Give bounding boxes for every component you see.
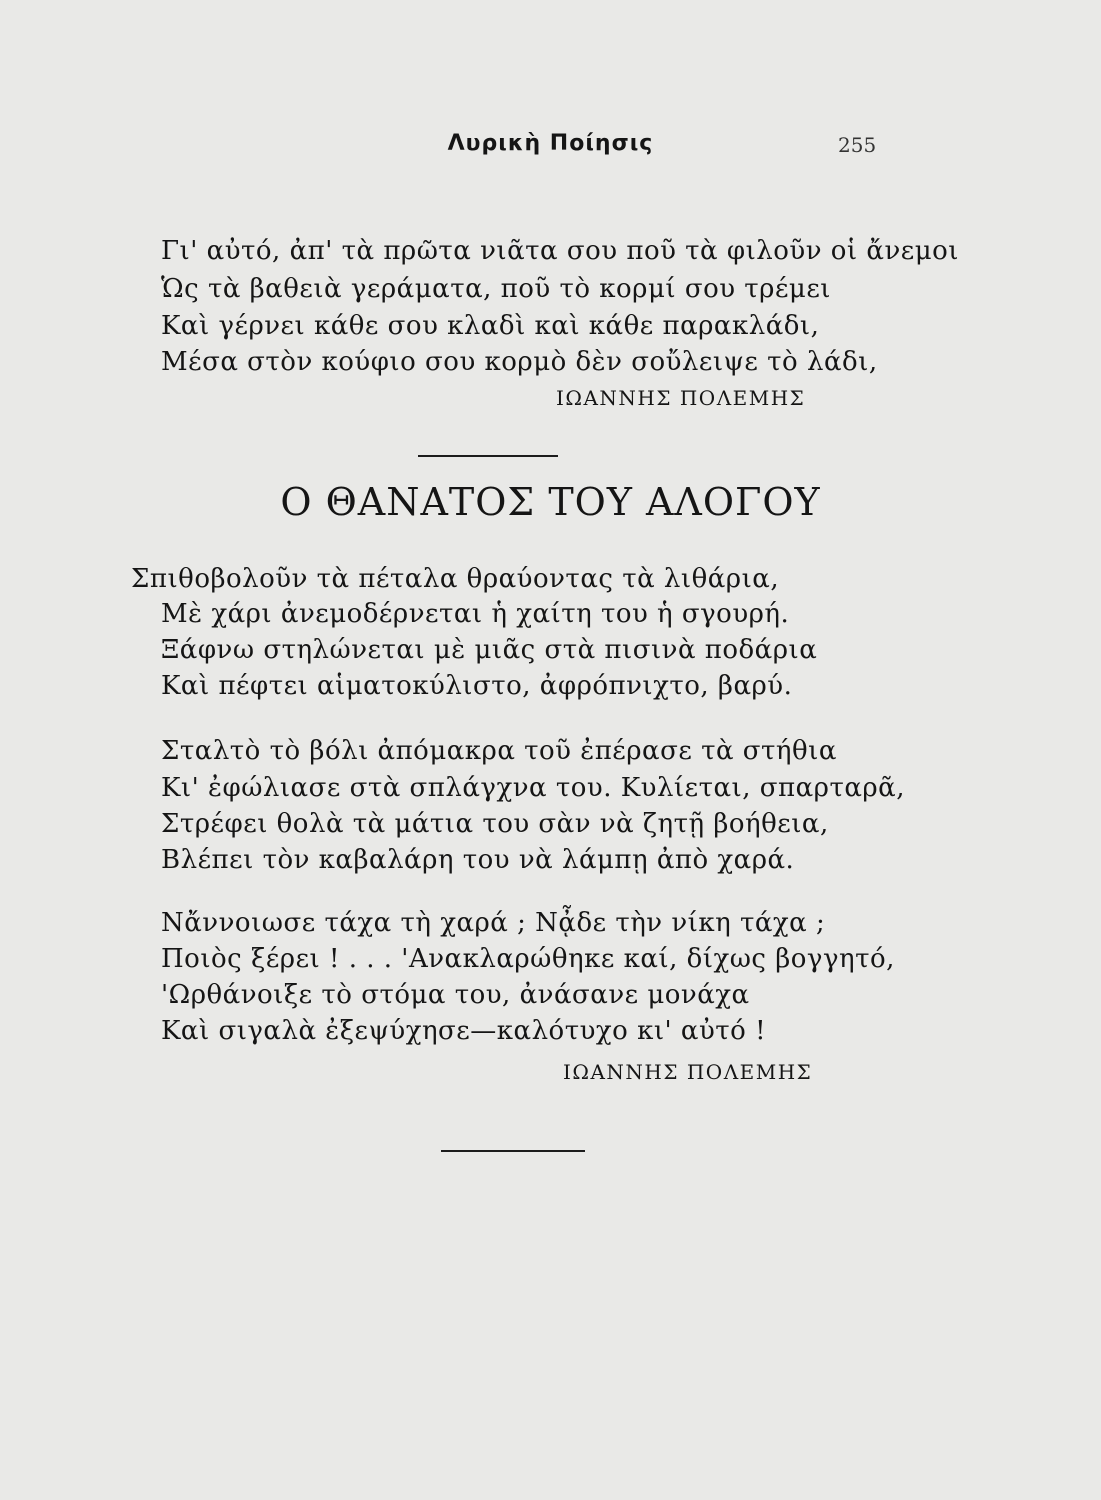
- poem2-s3-line-1: Νἄννοιωσε τάχα τὴ χαρά ; Νᾆδε τὴν νίκη τάχα ;: [161, 908, 826, 938]
- poem1-author: ΙΩΑΝΝΗΣ ΠΟΛΕΜΗΣ: [556, 386, 806, 410]
- poem2-s2-line-1: Σταλτὸ τὸ βόλι ἀπόμακρα τοῦ ἐπέρασε τὰ στήθια: [161, 736, 837, 766]
- poem2-author: ΙΩΑΝΝΗΣ ΠΟΛΕΜΗΣ: [563, 1060, 813, 1084]
- page-number: 255: [838, 133, 877, 157]
- section-divider: [418, 455, 558, 457]
- poem1-line-3: Καὶ γέρνει κάθε σου κλαδὶ καὶ κάθε παρακλάδι,: [161, 311, 820, 341]
- poem2-s2-line-4: Βλέπει τὸν καβαλάρη του νὰ λάμπῃ ἀπὸ χαρά.: [161, 845, 795, 875]
- running-title: Λυρικὴ Ποίησις: [447, 131, 654, 156]
- poem1-line-2: Ὡς τὰ βαθειὰ γεράματα, ποῦ τὸ κορμί σου τρέμει: [161, 274, 831, 304]
- poem2-s1-line-1: Σπιθοβολοῦν τὰ πέταλα θραύοντας τὰ λιθάρια,: [131, 564, 780, 594]
- closing-divider: [441, 1150, 585, 1152]
- poem2-s3-line-4: Καὶ σιγαλὰ ἐξεψύχησε—καλότυχο κι' αὐτό !: [161, 1016, 767, 1046]
- poem1-line-1: Γι' αὐτό, ἀπ' τὰ πρῶτα νιᾶτα σου ποῦ τὰ φιλοῦν οἱ ἄνεμοι: [161, 236, 959, 266]
- poem2-s2-line-3: Στρέφει θολὰ τὰ μάτια του σὰν νὰ ζητῇ βοήθεια,: [161, 809, 829, 839]
- poem2-s3-line-3: 'Ωρθάνοιξε τὸ στόμα του, ἀνάσανε μονάχα: [161, 980, 750, 1010]
- poem2-s1-line-2: Μὲ χάρι ἀνεμοδέρνεται ἡ χαίτη του ἡ σγουρή.: [161, 599, 790, 629]
- poem2-s3-line-2: Ποιὸς ξέρει ! . . . 'Ανακλαρώθηκε καί, δίχως βογγητό,: [161, 944, 895, 974]
- poem2-s1-line-4: Καὶ πέφτει αἱματοκύλιστο, ἀφρόπνιχτο, βαρύ.: [161, 671, 793, 701]
- poem1-line-4: Μέσα στὸν κούφιο σου κορμὸ δὲν σοὔλειψε τὸ λάδι,: [161, 347, 878, 377]
- poem2-s1-line-3: Ξάφνω στηλώνεται μὲ μιᾶς στὰ πισινὰ ποδάρια: [161, 635, 818, 665]
- poem2-s2-line-2: Κι' ἐφώλιασε στὰ σπλάγχνα του. Κυλίεται, σπαρταρᾶ,: [161, 773, 905, 803]
- poem2-title: Ο ΘΑΝΑΤΟΣ ΤΟΥ ΑΛΟΓΟΥ: [280, 480, 821, 524]
